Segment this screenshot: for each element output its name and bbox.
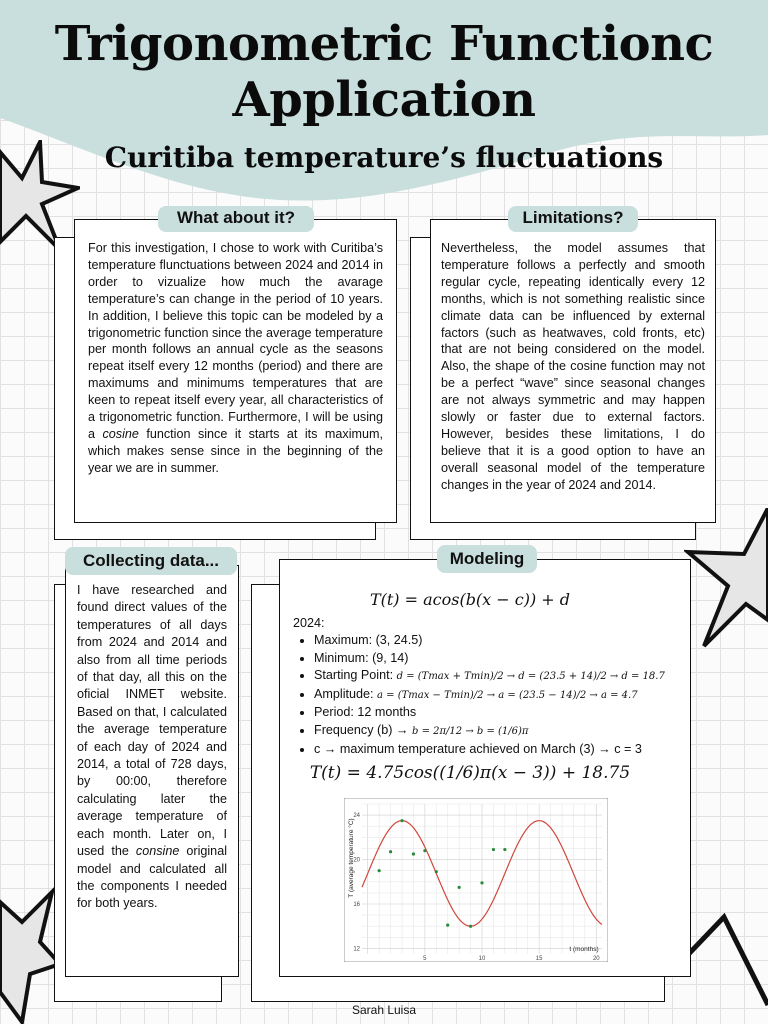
data-point [469,925,472,928]
modeling-heading: Modeling [437,545,537,573]
period-item: • Period: 12 months [314,704,687,722]
collecting-card [65,565,239,977]
about-body-emphasis: cosine [102,426,139,441]
x-tick-label: 5 [423,956,427,962]
y-tick-label: 24 [353,813,360,820]
collecting-body-emphasis: consine [135,844,180,859]
about-card [74,219,397,523]
data-point [492,848,495,851]
y-tick-label: 12 [353,946,360,953]
model-components-list [292,632,687,758]
frequency-item: • Frequency (b) → b = 2π/12 → b = (1/6)π [314,722,687,741]
temperature-chart [344,798,608,962]
x-tick-label: 10 [478,956,486,962]
maximum-item: • Maximum: (3, 24.5) [314,632,687,650]
page-subtitle: Curitiba temperature’s fluctuations [104,141,664,174]
limitations-heading: Limitations? [508,206,638,232]
limitations-body: Nevertheless, the model assumes that temperature follows a perfectly and smooth regular cycle, repeating identically every 12 months, which is not something realistic since climate data can be influenced by external factors (such as heatwaves, cold fronts, etc) that are not being considered on the model. Also, the shape of the cosine function may not be a perfect “wave” since seasonal changes are not always symmetric and may happen slowly or faster due to external factors. However, besides these limitations, I do believe that it is a good option to have an overall seasonal model of the temperature changes in the year of 2024 and 2014. [441,241,705,492]
amplitude-math: a = (Tmax − Tmin)/2 → a = (23.5 − 14)/2 → a = 4.7 [377,689,638,701]
data-point [435,870,438,873]
year-label: 2024: [293,616,325,630]
collecting-body: I have researched and found direct values of the temperatures of all days from 2024 and 2014 and also from all time periods of that day, all this on the oficial INMET website. Based on that, I calculated the average temperature of each day of 2024 and 2014, a total of 728 days, by 00:00, therefore calculating later the average temperature of each month. Later on, I used the consine original model and calculated all the components I needed for both years. [77,583,227,911]
data-point [389,850,392,853]
data-point [446,924,449,927]
data-point [480,881,483,884]
collecting-heading: Collecting data... [65,547,237,575]
data-point [423,849,426,852]
about-heading: What about it? [158,206,314,232]
final-formula: T(t) = 4.75cos((1/6)π(x − 3)) + 18.75 [309,763,631,783]
y-tick-label: 16 [353,902,360,908]
x-axis-label: t (months) [569,946,599,953]
data-point [378,869,381,872]
c-item: • c → maximum temperature achieved on March (3) → c = 3 [314,741,687,759]
y-axis-label: T (average temperature °C) [348,818,355,898]
amplitude-item: • Amplitude: a = (Tmax − Tmin)/2 → a = (23.5 − 14)/2 → a = 4.7 [314,686,687,705]
frequency-math: b = 2π/12 → b = (1/6)π [411,725,529,737]
limitations-card [430,219,716,523]
author-name: Sarah Luisa [351,1003,417,1017]
minimum-item: • Minimum: (9, 14) [314,650,687,668]
x-tick-label: 20 [592,956,600,962]
data-point [458,886,461,889]
starting-point-math: d = (Tmax + Tmin)/2 → d = (23.5 + 14)/2 → d = 18.7 [396,671,665,683]
about-body: For this investigation, I chose to work with Curitiba’s temperature flunctuations between 2024 and 2014 in order to vizualize how much the avarage temperature’s can change in the period of 10 years. In addition, I believe this topic can be modeled by a trigonometric function since the average temperature per month follows an annual cycle as the seasons repeat itself every 12 months (period) and there are maximums and minimums temperatures that are keen to repeat itself every year, all characteristics of a trigonometric function. Furthermore, I will be using a cosine function since it starts at its maximum, which makes sense since in the beginning of the year we are in summer. [88,241,383,475]
y-tick-label: 20 [353,857,360,864]
data-point [412,852,415,855]
x-tick-label: 15 [535,956,543,962]
data-point [400,819,403,822]
page-title-line-2: Application [232,72,536,128]
starting-point-item: • Starting Point: d = (Tmax + Tmin)/2 → d = (23.5 + 14)/2 → d = 18.7 [314,667,687,686]
data-point [503,848,506,851]
page-title: Trigonometric Functionc [54,16,714,72]
star-icon-right [684,508,768,648]
general-formula: T(t) = acos(b(x − c)) + d [369,590,571,609]
modeling-card [279,559,691,977]
